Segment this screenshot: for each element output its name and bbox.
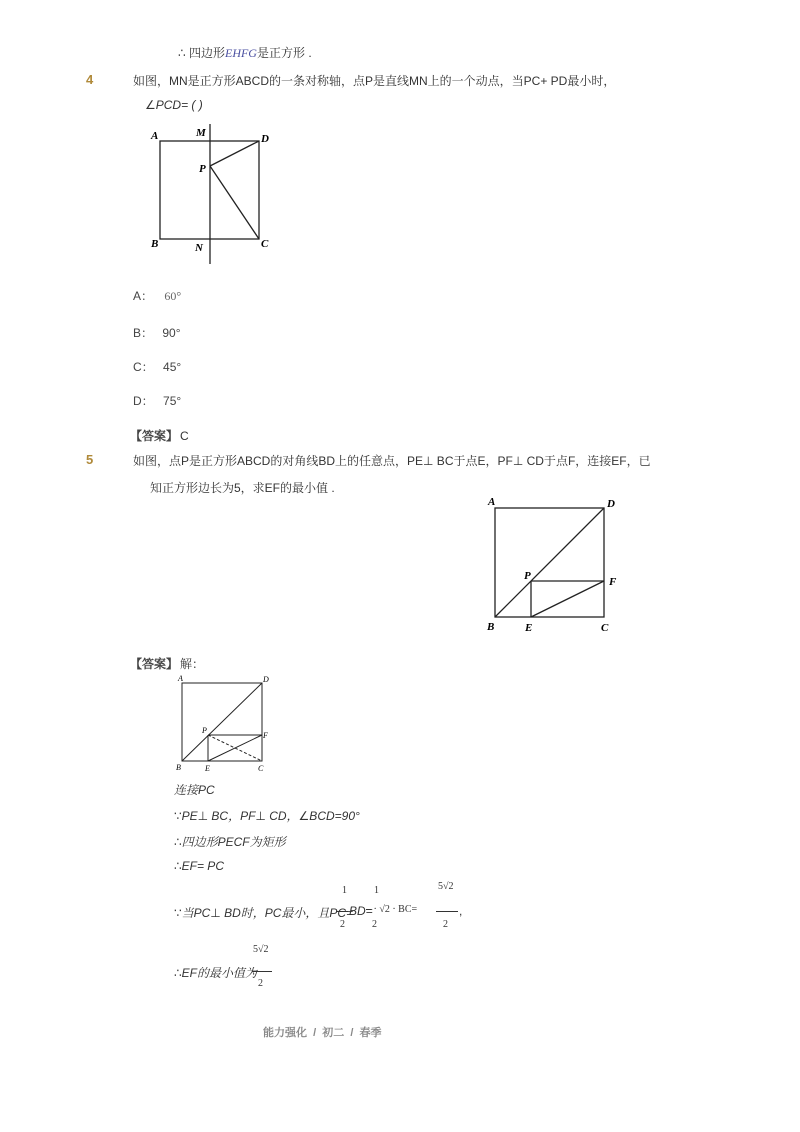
frac-3-numerator: 5√2: [438, 881, 454, 892]
solution-step-2: ∵PE⊥ BC，PF⊥ CD，∠BCD=90°: [174, 809, 360, 823]
segment-ef: [531, 581, 604, 617]
solution-step-3: ∴四边形PECF为矩形: [174, 835, 286, 849]
label-d: D: [263, 675, 269, 684]
solution-step-5: ∵当PC⊥ BD时，PC最小，且PC=: [174, 906, 354, 920]
label-d: D: [607, 498, 615, 510]
label-a: A: [488, 496, 496, 508]
question-4-figure: [140, 120, 280, 268]
label-c: C: [601, 622, 609, 634]
label-a: A: [151, 130, 159, 142]
label-e: E: [525, 622, 533, 634]
option-d[interactable]: D： 75°: [133, 394, 182, 408]
label-b: B: [176, 763, 181, 772]
question-5-line2: 知正方形边长为5，求EF的最小值 .: [150, 481, 335, 495]
frac-4-denominator: 2: [258, 978, 263, 989]
frac-3-denominator: 2: [443, 919, 448, 930]
shape-name: EHFG: [224, 46, 257, 60]
diagonal-bd: [495, 508, 604, 617]
question-5-line1: 如图，点P是正方形ABCD的对角线BD上的任意点，PE⊥ BC于点E，PF⊥ CD于点F，连接EF，已: [133, 454, 651, 468]
label-b: B: [151, 238, 159, 250]
question-4-number: 4: [86, 72, 94, 87]
label-n: N: [195, 242, 203, 254]
segment-pd: [210, 141, 259, 166]
solution-step-4: ∴EF= PC: [174, 859, 224, 873]
label-p: P: [202, 726, 207, 735]
question-5-answer: 【答案】 解：: [130, 657, 205, 671]
option-a[interactable]: A： 60°: [133, 289, 182, 303]
diagonal-bd: [182, 683, 262, 761]
label-d: D: [261, 133, 269, 145]
solution-step-5-comma: ,: [459, 904, 463, 918]
frac-1-denominator: 2: [340, 919, 345, 930]
question-4-line2: ∠PCD= ( ): [145, 98, 203, 112]
option-b[interactable]: B： 90°: [133, 326, 181, 340]
label-b: B: [487, 621, 495, 633]
frac-4-bar: [252, 971, 272, 972]
solution-step-5-mid: · √2 · BC=: [366, 904, 417, 915]
solution-figure: [172, 672, 272, 777]
label-c: C: [258, 764, 264, 773]
solution-step-6: ∴EF的最小值为: [174, 966, 257, 980]
frac-2-numerator: 1: [374, 885, 379, 896]
frac-3-bar: [436, 911, 458, 912]
option-c[interactable]: C： 45°: [133, 360, 182, 374]
frac-1-numerator: 1: [342, 885, 347, 896]
label-f: F: [609, 576, 617, 588]
label-e: E: [205, 764, 210, 773]
segment-pc: [210, 166, 259, 239]
label-m: M: [196, 127, 206, 139]
label-a: A: [178, 674, 183, 683]
label-p: P: [524, 570, 531, 582]
frac-2-denominator: 2: [372, 919, 377, 930]
frac-4-numerator: 5√2: [253, 944, 269, 955]
label-p: P: [199, 163, 206, 175]
label-f: F: [263, 731, 268, 740]
solution-step-1: 连接PC: [174, 783, 215, 797]
page-footer: 能力强化 / 初二 / 春季: [263, 1027, 382, 1039]
label-c: C: [261, 238, 269, 250]
prev-conclusion: ∴ 四边形EHFG是正方形 .: [178, 46, 312, 60]
question-5-number: 5: [86, 452, 94, 467]
question-4-answer: 【答案】 C: [130, 429, 189, 443]
question-4-line1: 如图，MN是正方形ABCD的一条对称轴，点P是直线MN上的一个动点，当PC+ PD最小时，: [133, 74, 616, 88]
solution-step-5-bd: BD=: [336, 904, 373, 918]
question-5-figure: [480, 492, 625, 638]
